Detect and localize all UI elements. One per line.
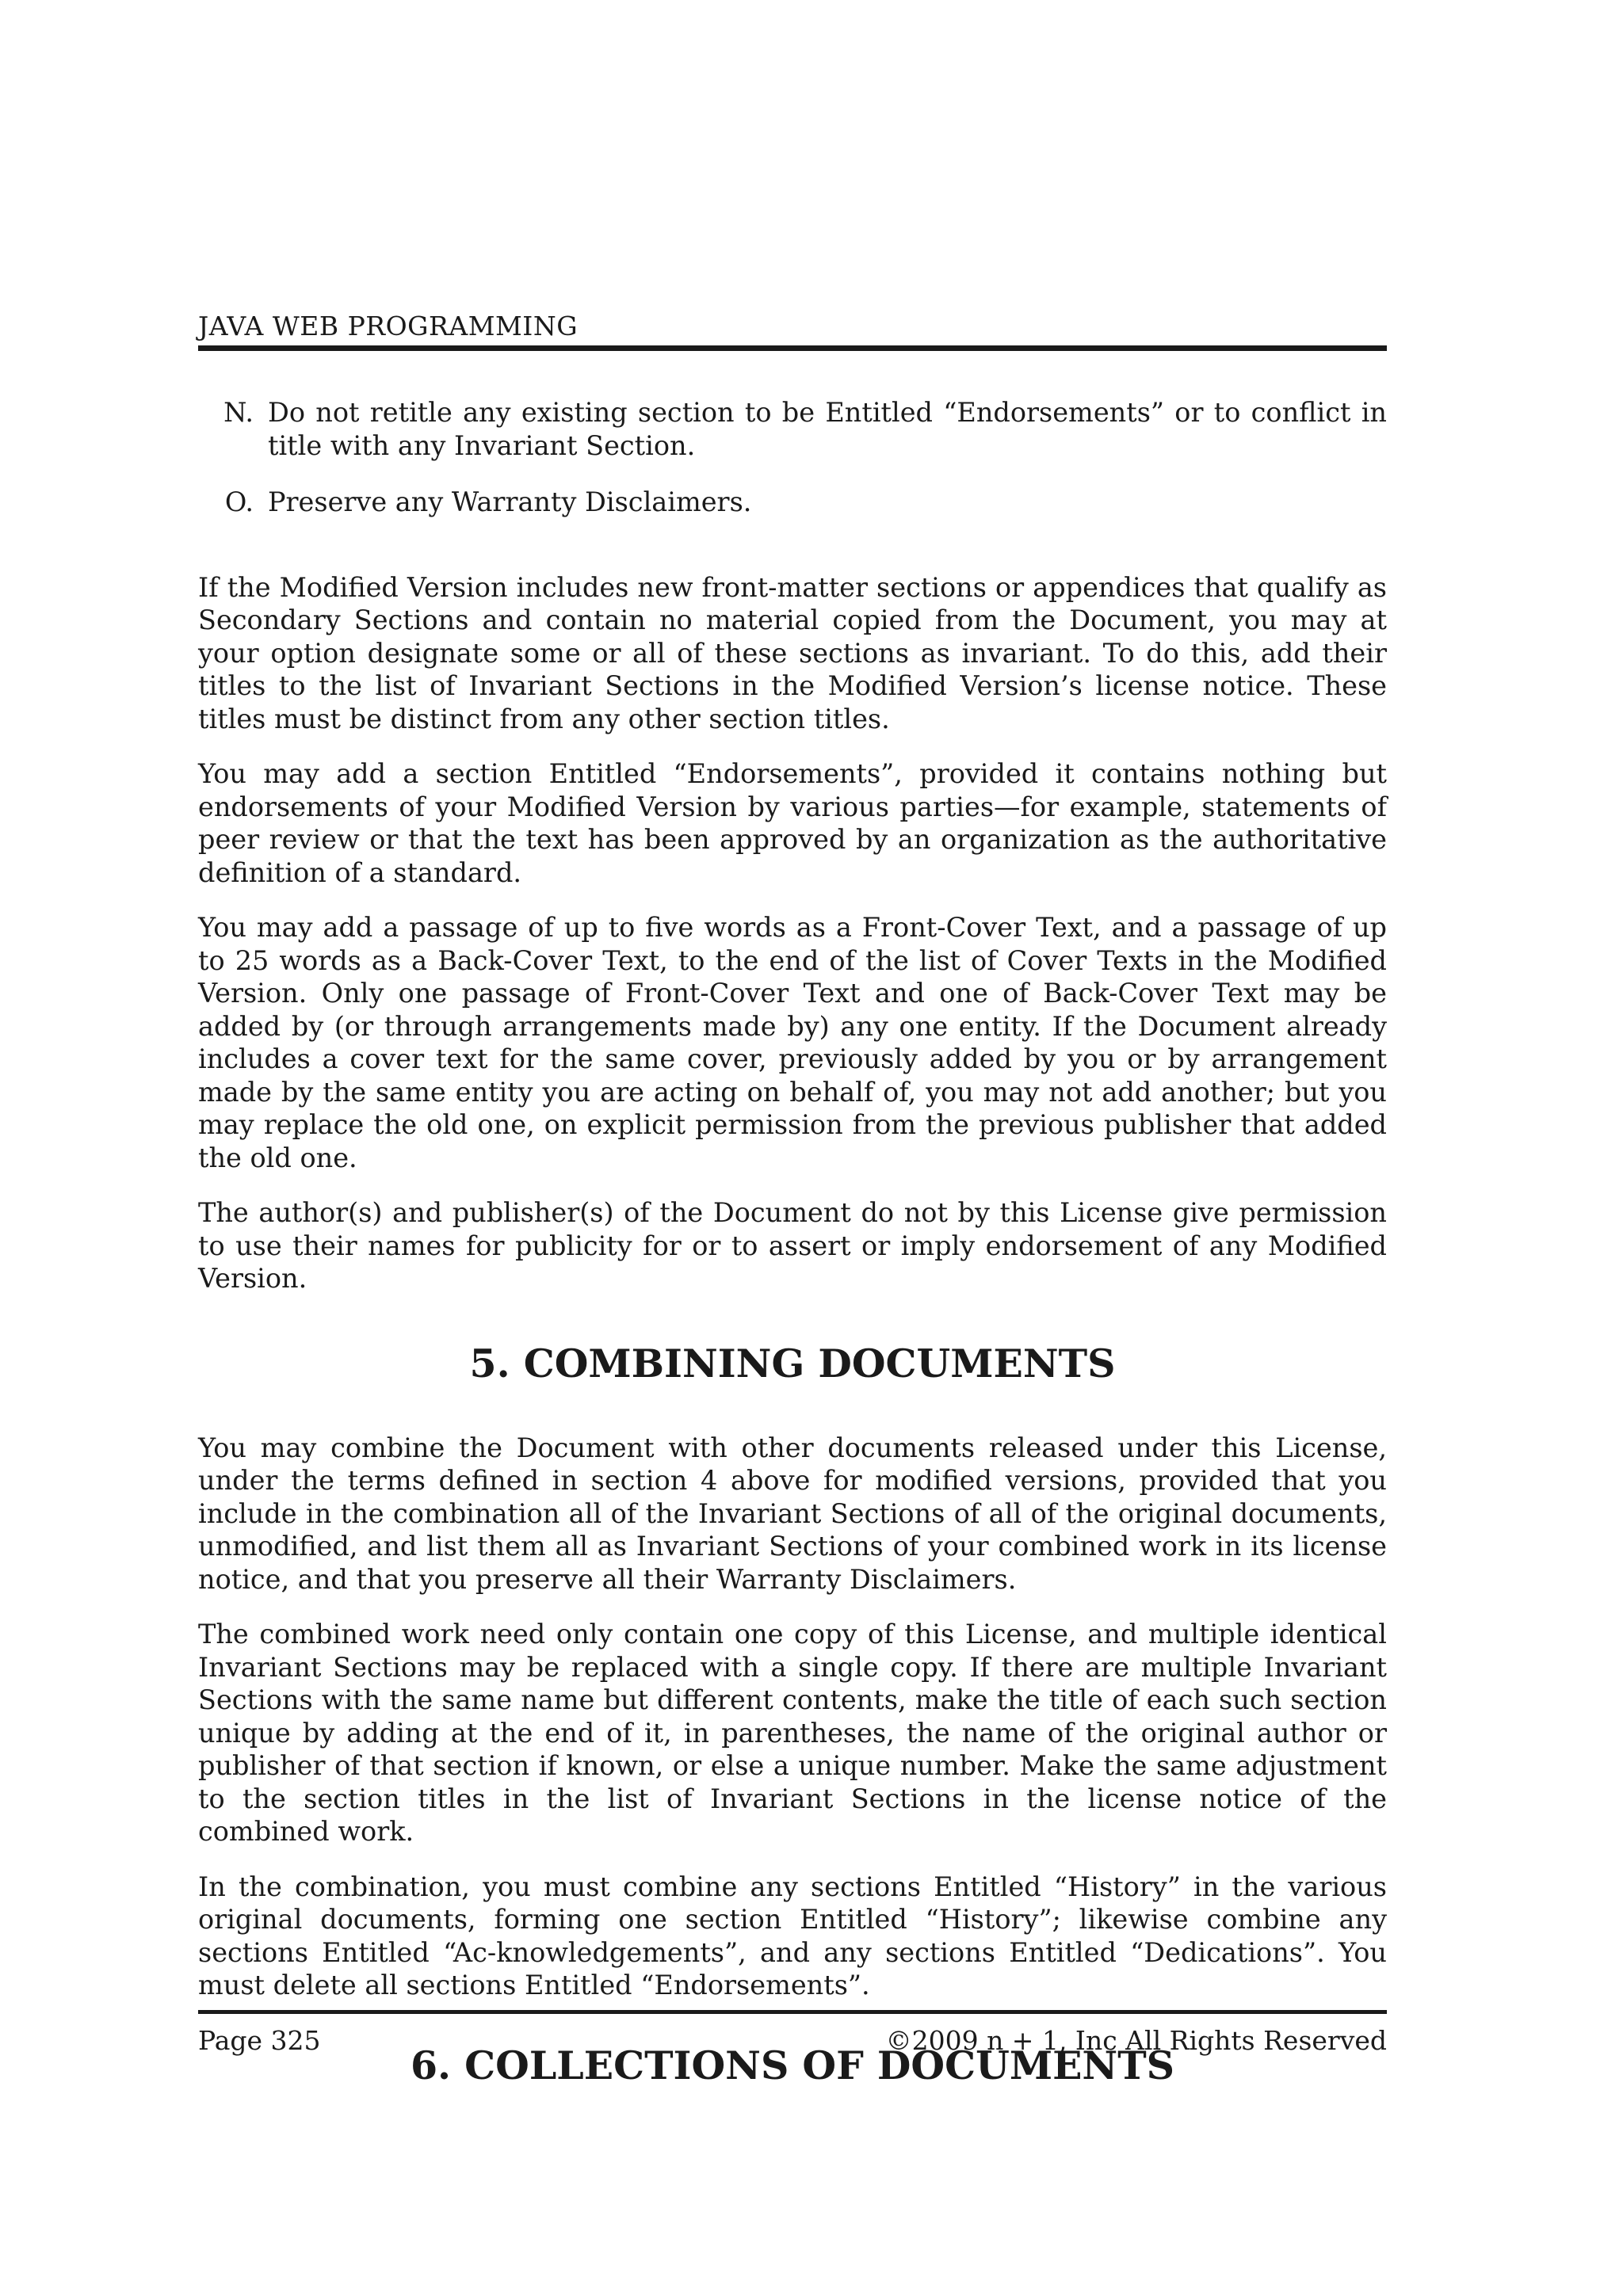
list-text: Do not retitle any existing section to be Entitled “Endorsements” or to conflict in title with any Invariant Section.: [268, 397, 1387, 461]
copyright-notice: ©2009 n + 1, Inc All Rights Reserved: [885, 2025, 1387, 2056]
paragraph: The author(s) and publisher(s) of the Document do not by this License give permission to use their names for publicity for or to assert or imply endorsement of any Modified Version.: [198, 1197, 1387, 1294]
paragraph: You may add a section Entitled “Endorsements”, provided it contains nothing but endorsements of your Modified Version by various parties—for example, statements of peer review or that the text has been approved by an organization as the authoritative definition of a standard.: [198, 758, 1387, 888]
paragraph: The combined work need only contain one copy of this License, and multiple identical Invariant Sections may be replaced with a single copy. If there are multiple Invariant Sections with the same name but different contents, make the title of each such section unique by adding at the end of it, in parentheses, the name of the original author or publisher of that section if known, or else a unique number. Make the same adjustment to the section titles in the list of Invariant Sections in the license notice of the combined work.: [198, 1619, 1387, 1847]
page-content: [198, 380, 1387, 2089]
paragraph: You may combine the Document with other documents released under this License, under the terms defined in section 4 above for modified versions, provided that you include in the combination all of the Invariant Sections of all of the original documents, unmodified, and list them all as Invariant Sections of your combined work in its license notice, and that you preserve all their Warranty Disclaimers.: [198, 1432, 1387, 1595]
page-number: Page 325: [198, 2025, 321, 2056]
section-heading-combining-documents: 5. COMBINING DOCUMENTS: [469, 1340, 1116, 1386]
section-heading-collections-of-documents: 6. COLLECTIONS OF DOCUMENTS: [410, 2042, 1175, 2088]
list-marker: O.: [224, 486, 254, 517]
document-page: [198, 0, 1387, 2296]
header-rule: [198, 345, 1387, 351]
list-text: Preserve any Warranty Disclaimers.: [268, 486, 752, 517]
footer-rule: [198, 2010, 1387, 2014]
list-marker: N.: [223, 397, 254, 428]
list-item: [198, 486, 1387, 519]
paragraph: You may add a passage of up to five words as a Front-Cover Text, and a passage of up to 25 words as a Back-Cover Text, to the end of the list of Cover Texts in the Modified Version. Only one passage of Front-Cover Text and one of Back-Cover Text may be added by (or through arrangements made by) any one entity. If the Document already includes a cover text for the same cover, previously added by you or by arrangement made by the same entity you are acting on behalf of, you may not add another; but you may replace the old one, on explicit permission from the previous publisher that added the old one.: [198, 912, 1387, 1173]
paragraph: If the Modified Version includes new front-matter sections or appendices that qualify as Secondary Sections and contain no material copied from the Document, you may at your option designate some or all of these sections as invariant. To do this, add their titles to the list of Invariant Sections in the Modified Version’s license notice. These titles must be distinct from any other section titles.: [198, 571, 1387, 734]
modification-list: [198, 396, 1387, 519]
paragraph: In the combination, you must combine any sections Entitled “History” in the various original documents, forming one section Entitled “History”; likewise combine any sections Entitled “Ac-knowledgements”, and any sections Entitled “Dedications”. You must delete all sections Entitled “Endorsements”.: [198, 1871, 1387, 2000]
running-header: JAVA WEB PROGRAMMING: [198, 311, 579, 341]
list-item: [198, 396, 1387, 462]
